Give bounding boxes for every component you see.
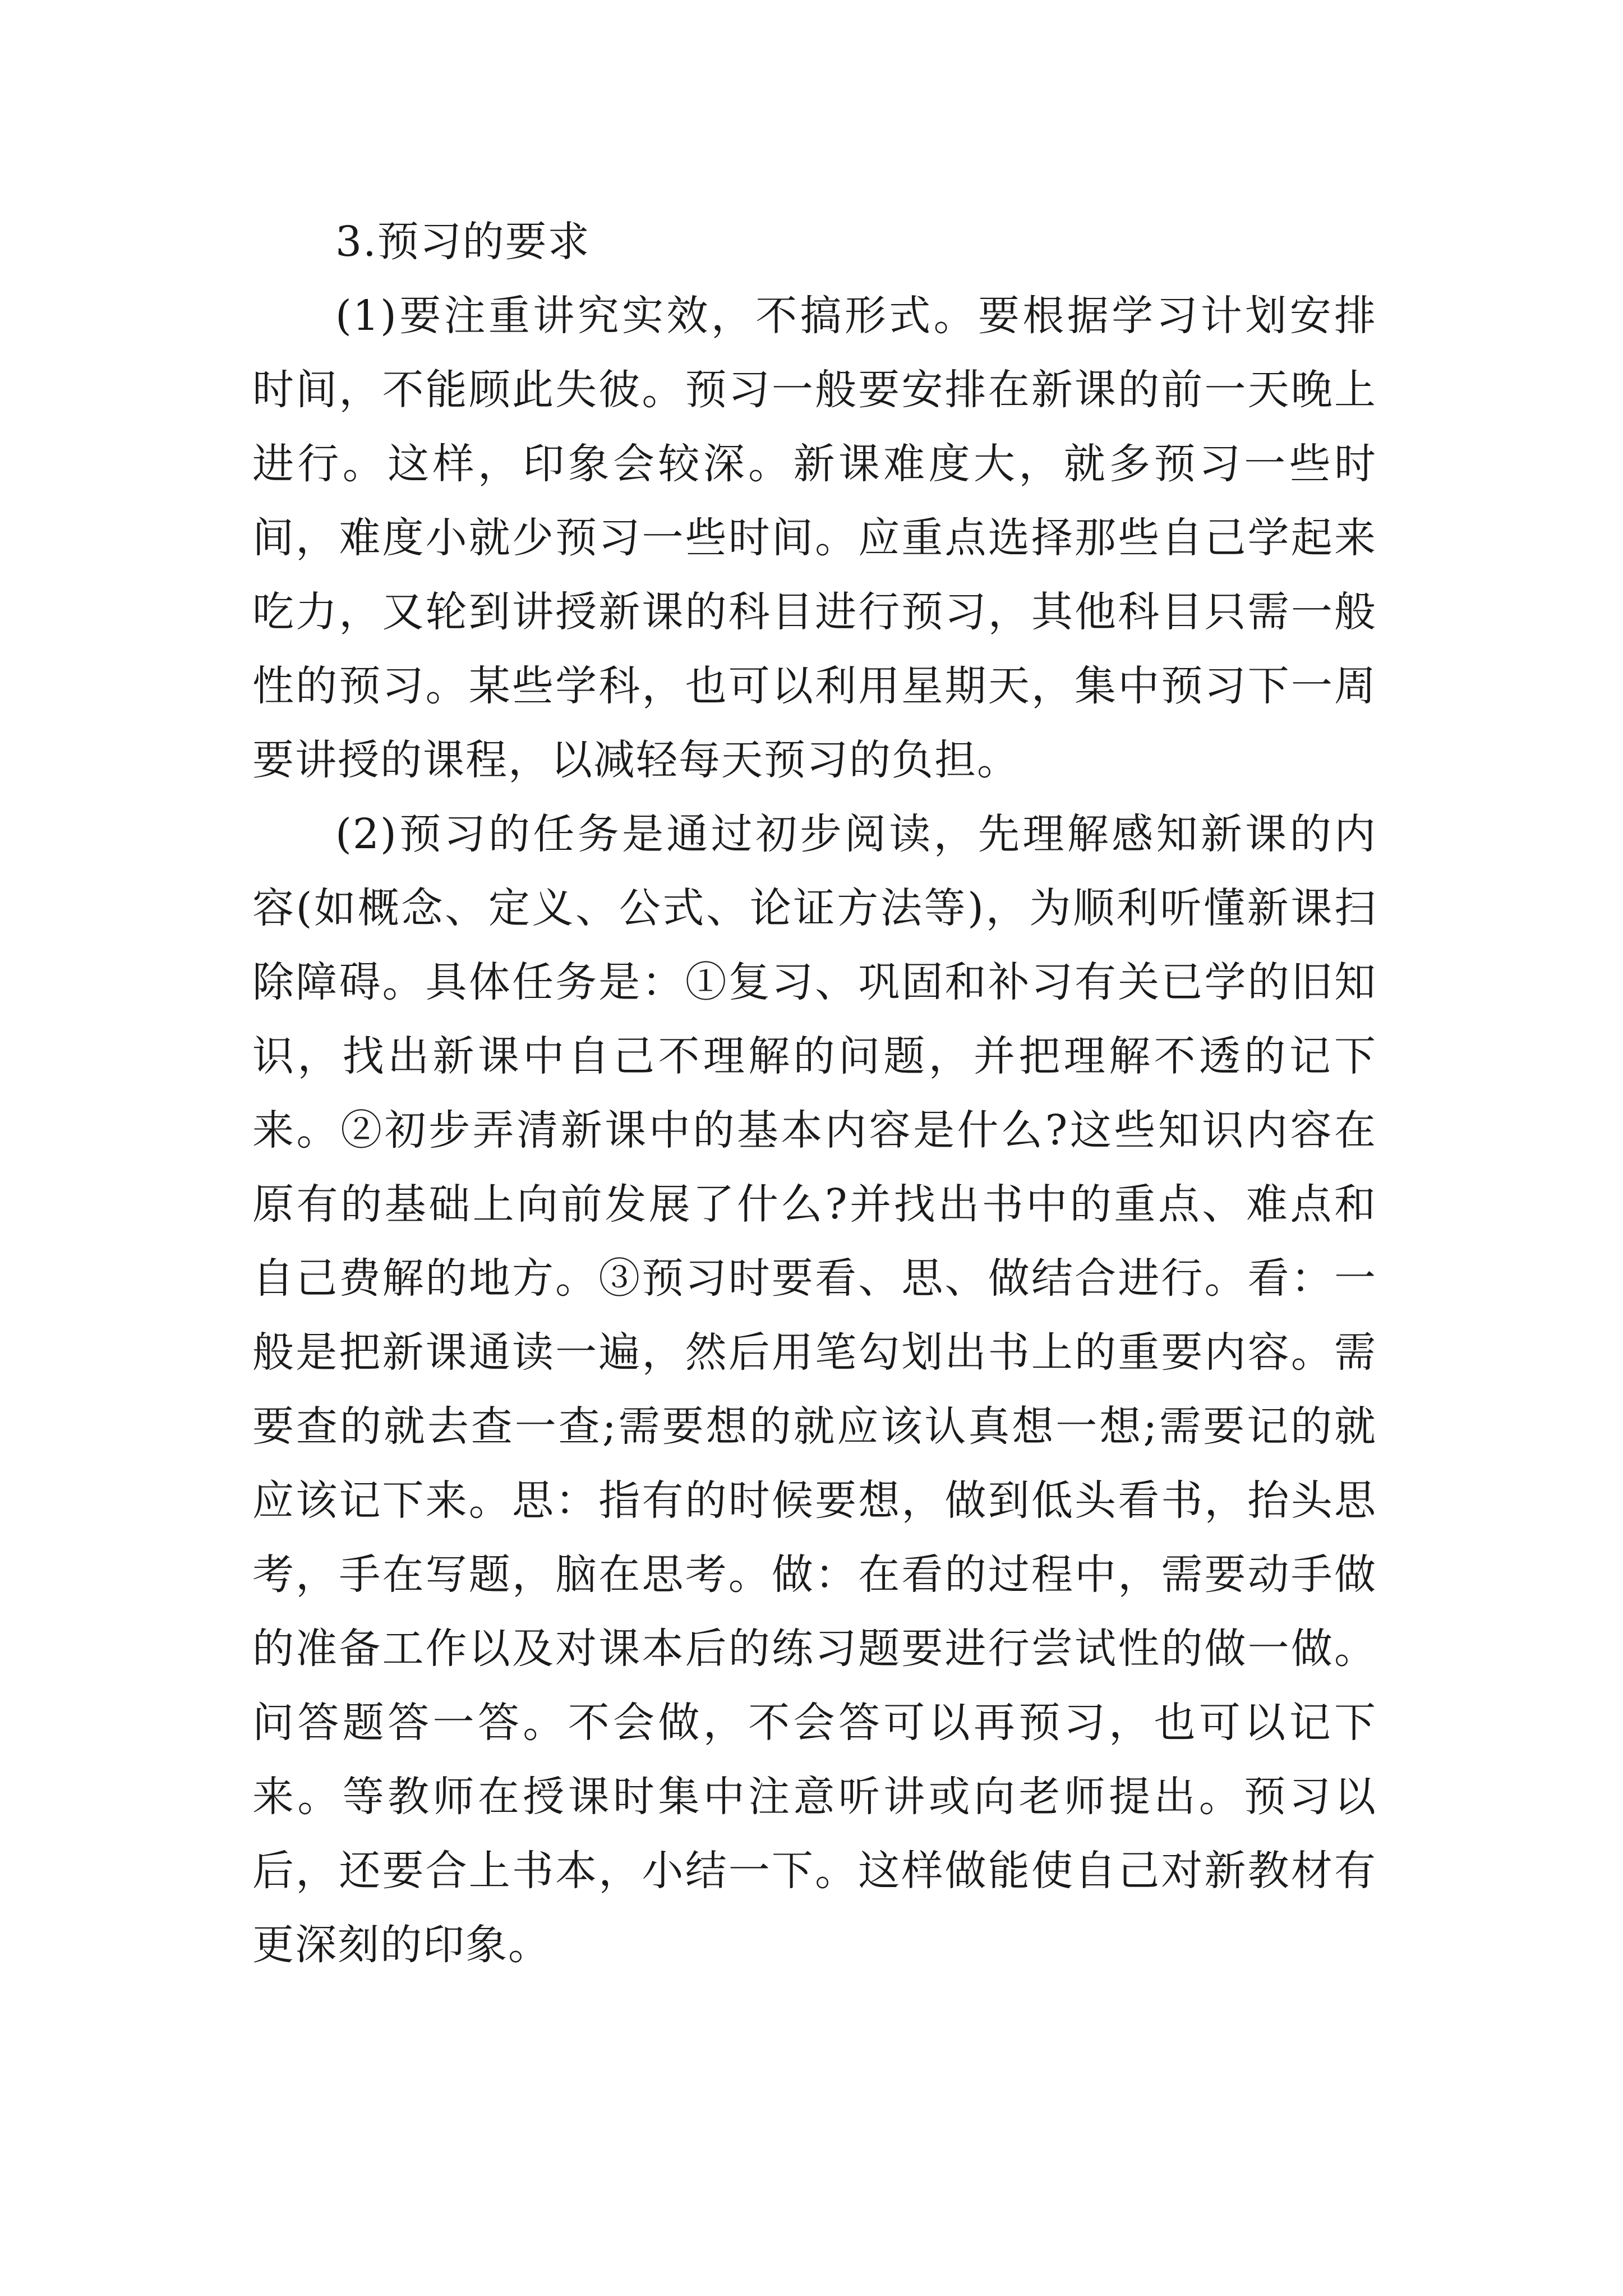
paragraph-2: (2)预习的任务是通过初步阅读，先理解感知新课的内容(如概念、定义、公式、论证方法等)，为顺利听懂新课扫除障碍。具体任务是：①复习、巩固和补习有关已学的旧知识，找出新课中自己不理解的问题，并把理解不透的记下来。②初步弄清新课中的基本内容是什么?这些知识内容在原有的基础上向前发展了什么?并找出书中的重点、难点和自己费解的地方。③预习时要看、思、做结合进行。看：一般是把新课通读一遍，然后用笔勾划出书上的重要内容。需要查的就去查一查;需要想的就应该认真想一想;需要记的就应该记下来。思：指有的时候要想，做到低头看书，抬头思考，手在写题，脑在思考。做：在看的过程中，需要动手做的准备工作以及对课本后的练习题要进行尝试性的做一做。问答题答一答。不会做，不会答可以再预习，也可以记下来。等教师在授课时集中注意听讲或向老师提出。预习以后，还要合上书本，小结一下。这样做能使自己对新教材有更深刻的印象。	[252, 810, 1377, 1969]
paragraph-1: (1)要注重讲究实效，不搞形式。要根据学习计划安排时间，不能顾此失彼。预习一般要安排在新课的前一天晚上进行。这样，印象会较深。新课难度大，就多预习一些时间，难度小就少预习一些时间。应重点选择那些自己学起来吃力，又轮到讲授新课的科目进行预习，其他科目只需一般性的预习。某些学科，也可以利用星期天，集中预习下一周要讲授的课程，以减轻每天预习的负担。	[252, 292, 1377, 784]
section-heading: 3.预习的要求	[335, 218, 591, 266]
document-body	[252, 205, 1377, 1982]
